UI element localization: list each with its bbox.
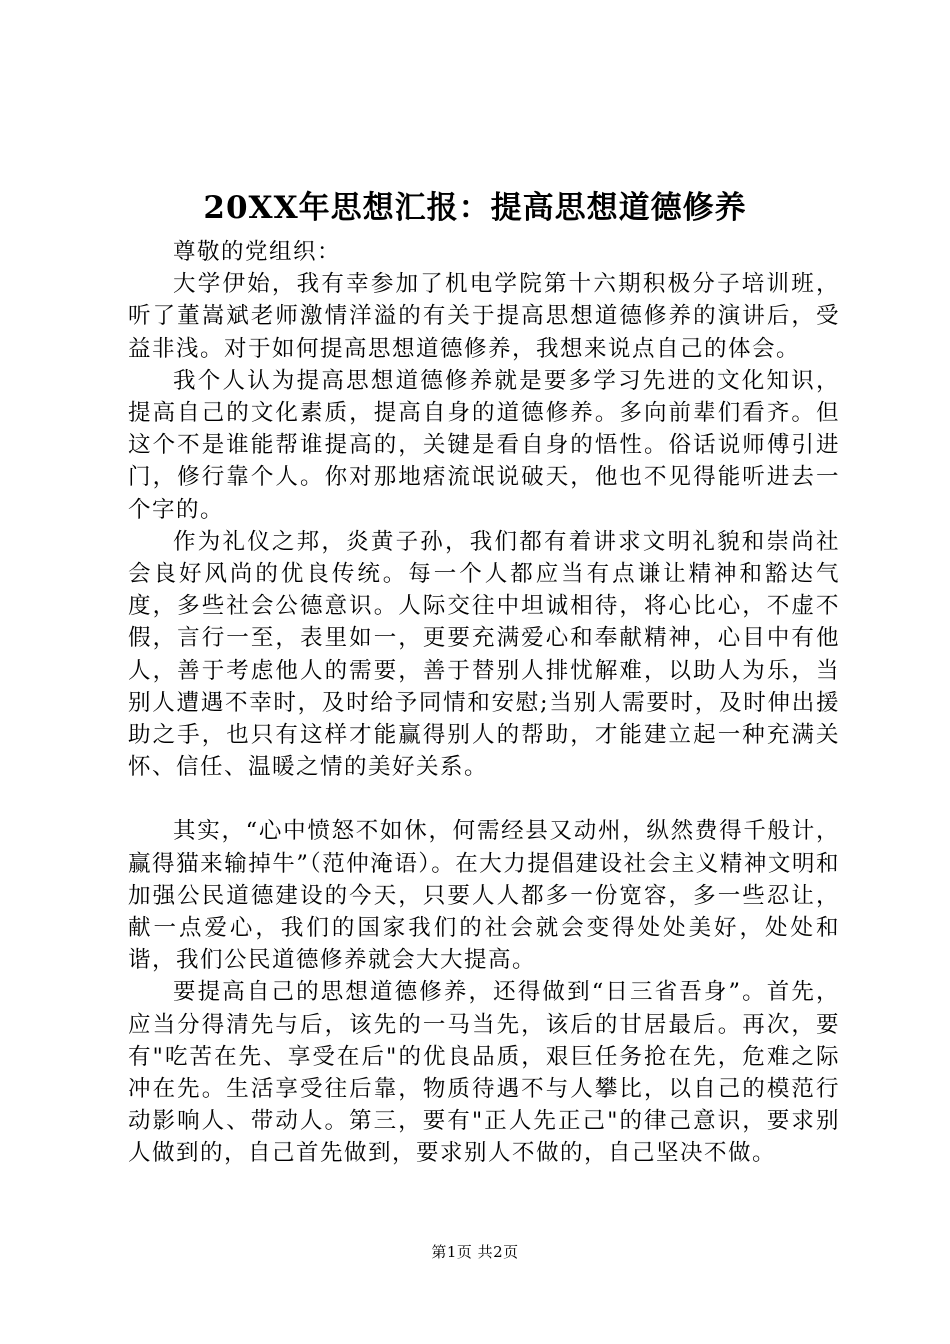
paragraph-2: 我个人认为提高思想道德修养就是要多学习先进的文化知识，提高自己的文化素质，提高自身的道德修养。多向前辈们看齐。但这个不是谁能帮谁提高的，关键是看自身的悟性。俗话说师傅引进门，修行靠个人。你对那地痞流氓说破天，他也不见得能听进去一个字的。 bbox=[128, 367, 840, 523]
paragraph-3: 作为礼仪之邦，炎黄子孙，我们都有着讲求文明礼貌和崇尚社会良好风尚的优良传统。每一个人都应当有点谦让精神和豁达气度，多些社会公德意识。人际交往中坦诚相待，将心比心，不虚不假，言行一至，表里如一，更要充满爱心和奉献精神，心目中有他人，善于考虑他人的需要，善于替别人排忧解难，以助人为乐，当别人遭遇不幸时，及时给予同情和安慰;当别人需要时，及时伸出援助之手，也只有这样才能赢得别人的帮助，才能建立起一种充满关怀、信任、温暖之情的美好关系。 bbox=[128, 528, 840, 781]
paragraph-4: 其实，“心中愤怒不如休，何需经县又动州，纵然费得千般计，赢得猫来输掉牛”（范仲淹语）。在大力提倡建设社会主义精神文明和加强公民道德建设的今天，只要人人都多一份宽容，多一些忍让，献一点爱心，我们的国家我们的社会就会变得处处美好，处处和谐，我们公民道德修养就会大大提高。 bbox=[128, 818, 840, 974]
salutation: 尊敬的党组织： bbox=[173, 239, 342, 265]
paragraph-1: 大学伊始，我有幸参加了机电学院第十六期积极分子培训班，听了董嵩斌老师激情洋溢的有关于提高思想道德修养的演讲后，受益非浅。对于如何提高思想道德修养，我想来说点自己的体会。 bbox=[128, 271, 840, 362]
page-footer: 第1页 共2页 bbox=[431, 1243, 519, 1261]
document-title: 20XX年思想汇报：提高思想道德修养 bbox=[203, 190, 747, 226]
paragraph-5: 要提高自己的思想道德修养，还得做到“日三省吾身”。首先，应当分得清先与后，该先的一马当先，该后的甘居最后。再次，要有"吃苦在先、享受在后"的优良品质，艰巨任务抢在先，危难之际冲在先。生活享受往后靠，物质待遇不与人攀比，以自己的模范行动影响人、带动人。第三，要有"正人先正己"的律己意识，要求别人做到的，自己首先做到，要求别人不做的，自己坚决不做。 bbox=[128, 979, 840, 1167]
document-body bbox=[128, 236, 840, 1170]
